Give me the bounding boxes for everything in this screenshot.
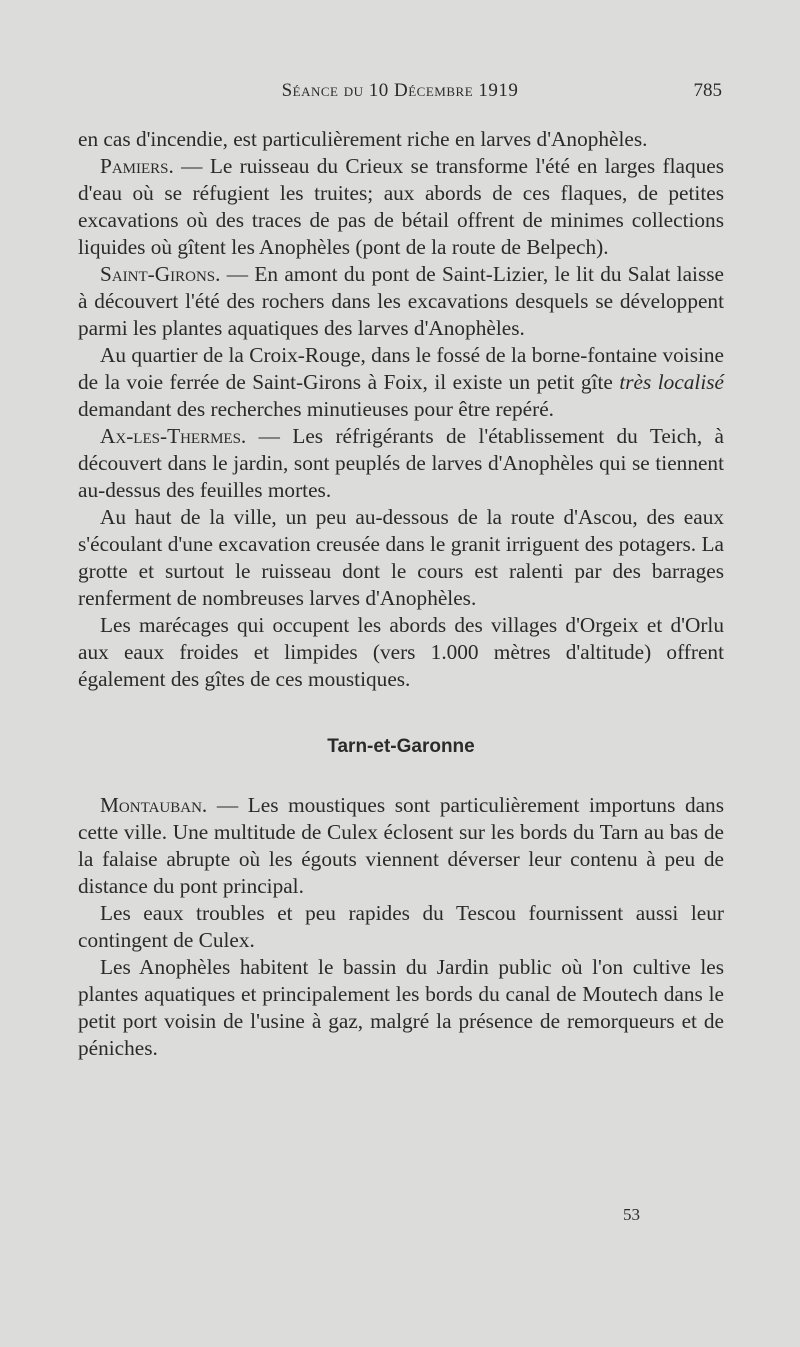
paragraph <box>78 612 724 693</box>
paragraph <box>78 792 724 900</box>
paragraph-text: Au haut de la ville, un peu au-dessous de la route d'Ascou, des eaux s'écoulant d'une excavation creusée dans le granit irriguent des potagers. La grotte et surtout le ruisseau dont le cours est ralenti par des barrages renferment de nombreuses larves d'Anophèles. <box>78 505 724 610</box>
paragraph-text: Les eaux troubles et peu rapides du Tescou fournissent aussi leur contingent de Culex. <box>78 901 724 952</box>
paragraph-text: en cas d'incendie, est particulièrement riche en larves d'Anophèles. <box>78 127 648 151</box>
paragraph-text: — Les réfrigérants de l'établissement du Teich, à découvert dans le jardin, sont peuplés de larves d'Anophèles qui se tiennent au-dessus des feuilles mortes. <box>78 424 724 502</box>
paragraph <box>78 153 724 261</box>
paragraph-text: demandant des recherches minutieuses pour être repéré. <box>78 397 555 421</box>
paragraph-text: — Les moustiques sont particulièrement importuns dans cette ville. Une multitude de Culex éclosent sur les bords du Tarn au bas de la falaise abrupte où les égouts viennent déverser leur contenu à peu de distance du pont principal. <box>78 793 724 898</box>
paragraph <box>78 504 724 612</box>
paragraph-text: Les marécages qui occupent les abords des villages d'Orgeix et d'Orlu aux eaux froides et limpides (vers 1.000 mètres d'altitude) offrent également des gîtes de ces moustiques. <box>78 613 724 691</box>
page-number: 785 <box>693 80 722 101</box>
place-name: Pamiers. <box>100 154 174 178</box>
italic-phrase: très localisé <box>619 370 724 394</box>
paragraph <box>78 954 724 1062</box>
section-heading: Tarn-et-Garonne <box>327 736 475 757</box>
signature-mark: 53 <box>623 1205 640 1224</box>
paragraph-text: Au quartier de la Croix-Rouge, dans le fossé de la borne-fontaine voisine de la voie ferrée de Saint-Girons à Foix, il existe un petit gîte <box>78 343 724 394</box>
body-text <box>78 126 724 1062</box>
place-name: Ax-les-Thermes. <box>100 424 247 448</box>
paragraph <box>78 342 724 423</box>
paragraph <box>78 126 724 153</box>
page-header <box>78 80 722 110</box>
paragraph-text: Les Anophèles habitent le bassin du Jardin public où l'on cultive les plantes aquatiques et principalement les bords du canal de Moutech dans le petit port voisin de l'usine à gaz, malgré la présence de remorqueurs et de péniches. <box>78 955 724 1060</box>
paragraph <box>78 900 724 954</box>
place-name: Saint-Girons. <box>100 262 221 286</box>
place-name: Montauban. <box>100 793 208 817</box>
running-head: Séance du 10 Décembre 1919 <box>281 80 519 101</box>
paragraph-text: — En amont du pont de Saint-Lizier, le lit du Salat laisse à découvert l'été des rochers dans les excavations desquels se développent parmi les plantes aquatiques des larves d'Anophèles. <box>78 262 724 340</box>
paragraph <box>78 423 724 504</box>
paragraph-text: — Le ruisseau du Crieux se transforme l'été en larges flaques d'eau où se réfugient les truites; aux abords de ces flaques, de petites excavations où des traces de pas de bétail offrent de minimes collections liquides où gîtent les Anophèles (pont de la route de Belpech). <box>78 154 724 259</box>
paragraph <box>78 261 724 342</box>
